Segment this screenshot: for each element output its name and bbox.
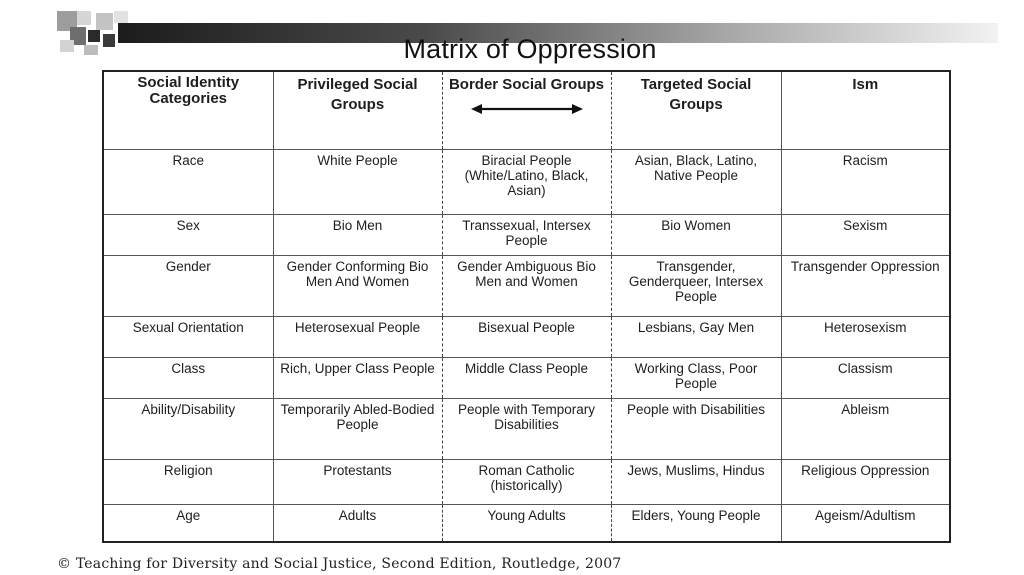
table-cell: People with Disabilities bbox=[611, 398, 781, 459]
table-cell: Bisexual People bbox=[442, 316, 611, 357]
table-cell: Sexual Orientation bbox=[103, 316, 273, 357]
table-cell: Biracial People (White/Latino, Black, Asian) bbox=[442, 149, 611, 214]
table-cell: Ageism/Adultism bbox=[781, 504, 950, 542]
table-cell: Roman Catholic (historically) bbox=[442, 459, 611, 504]
table-row bbox=[103, 459, 950, 504]
header-cell: Privileged Social Groups bbox=[273, 71, 442, 149]
table-row bbox=[103, 316, 950, 357]
deco-square bbox=[96, 13, 113, 30]
slide-title: Matrix of Oppression bbox=[403, 34, 657, 64]
table-cell: Lesbians, Gay Men bbox=[611, 316, 781, 357]
table-cell: Transgender Oppression bbox=[781, 255, 950, 316]
table-cell: Protestants bbox=[273, 459, 442, 504]
table-cell: Bio Women bbox=[611, 214, 781, 255]
table-cell: Young Adults bbox=[442, 504, 611, 542]
table-cell: Working Class, Poor People bbox=[611, 357, 781, 398]
table-cell: Classism bbox=[781, 357, 950, 398]
table-cell: White People bbox=[273, 149, 442, 214]
table-cell: Ableism bbox=[781, 398, 950, 459]
table-cell: Heterosexual People bbox=[273, 316, 442, 357]
table-cell: Religion bbox=[103, 459, 273, 504]
table-cell: Asian, Black, Latino, Native People bbox=[611, 149, 781, 214]
oppression-matrix-table bbox=[102, 70, 951, 543]
table-cell: Sexism bbox=[781, 214, 950, 255]
table-cell: Transsexual, Intersex People bbox=[442, 214, 611, 255]
header-cell: Social Identity Categories bbox=[103, 71, 273, 149]
table-row bbox=[103, 214, 950, 255]
table-cell: Bio Men bbox=[273, 214, 442, 255]
table-cell: Age bbox=[103, 504, 273, 542]
deco-square bbox=[114, 11, 128, 23]
header-cell: Targeted Social Groups bbox=[611, 71, 781, 149]
table-cell: Racism bbox=[781, 149, 950, 214]
header-cell: Ism bbox=[781, 71, 950, 149]
header-cell: Border Social Groups bbox=[442, 71, 611, 149]
table-cell: People with Temporary Disabilities bbox=[442, 398, 611, 459]
table-cell: Middle Class People bbox=[442, 357, 611, 398]
table-row bbox=[103, 398, 950, 459]
table-cell: Rich, Upper Class People bbox=[273, 357, 442, 398]
deco-square bbox=[77, 11, 91, 25]
table-cell: Class bbox=[103, 357, 273, 398]
table-cell: Transgender, Genderqueer, Intersex People bbox=[611, 255, 781, 316]
table-cell: Adults bbox=[273, 504, 442, 542]
table-cell: Heterosexism bbox=[781, 316, 950, 357]
table-header-row bbox=[103, 71, 950, 149]
table-row bbox=[103, 357, 950, 398]
table-cell: Gender Conforming Bio Men And Women bbox=[273, 255, 442, 316]
table-row bbox=[103, 504, 950, 542]
table-cell: Religious Oppression bbox=[781, 459, 950, 504]
table-cell: Gender Ambiguous Bio Men and Women bbox=[442, 255, 611, 316]
table-row bbox=[103, 255, 950, 316]
double-headed-arrow-icon bbox=[471, 103, 583, 115]
table-cell: Ability/Disability bbox=[103, 398, 273, 459]
copyright-caption: © Teaching for Diversity and Social Justice, Second Edition, Routledge, 2007 bbox=[57, 556, 622, 572]
table-cell: Elders, Young People bbox=[611, 504, 781, 542]
table-cell: Sex bbox=[103, 214, 273, 255]
table-cell: Race bbox=[103, 149, 273, 214]
table-cell: Jews, Muslims, Hindus bbox=[611, 459, 781, 504]
table-row bbox=[103, 149, 950, 214]
table-cell: Temporarily Abled-Bodied People bbox=[273, 398, 442, 459]
table-cell: Gender bbox=[103, 255, 273, 316]
